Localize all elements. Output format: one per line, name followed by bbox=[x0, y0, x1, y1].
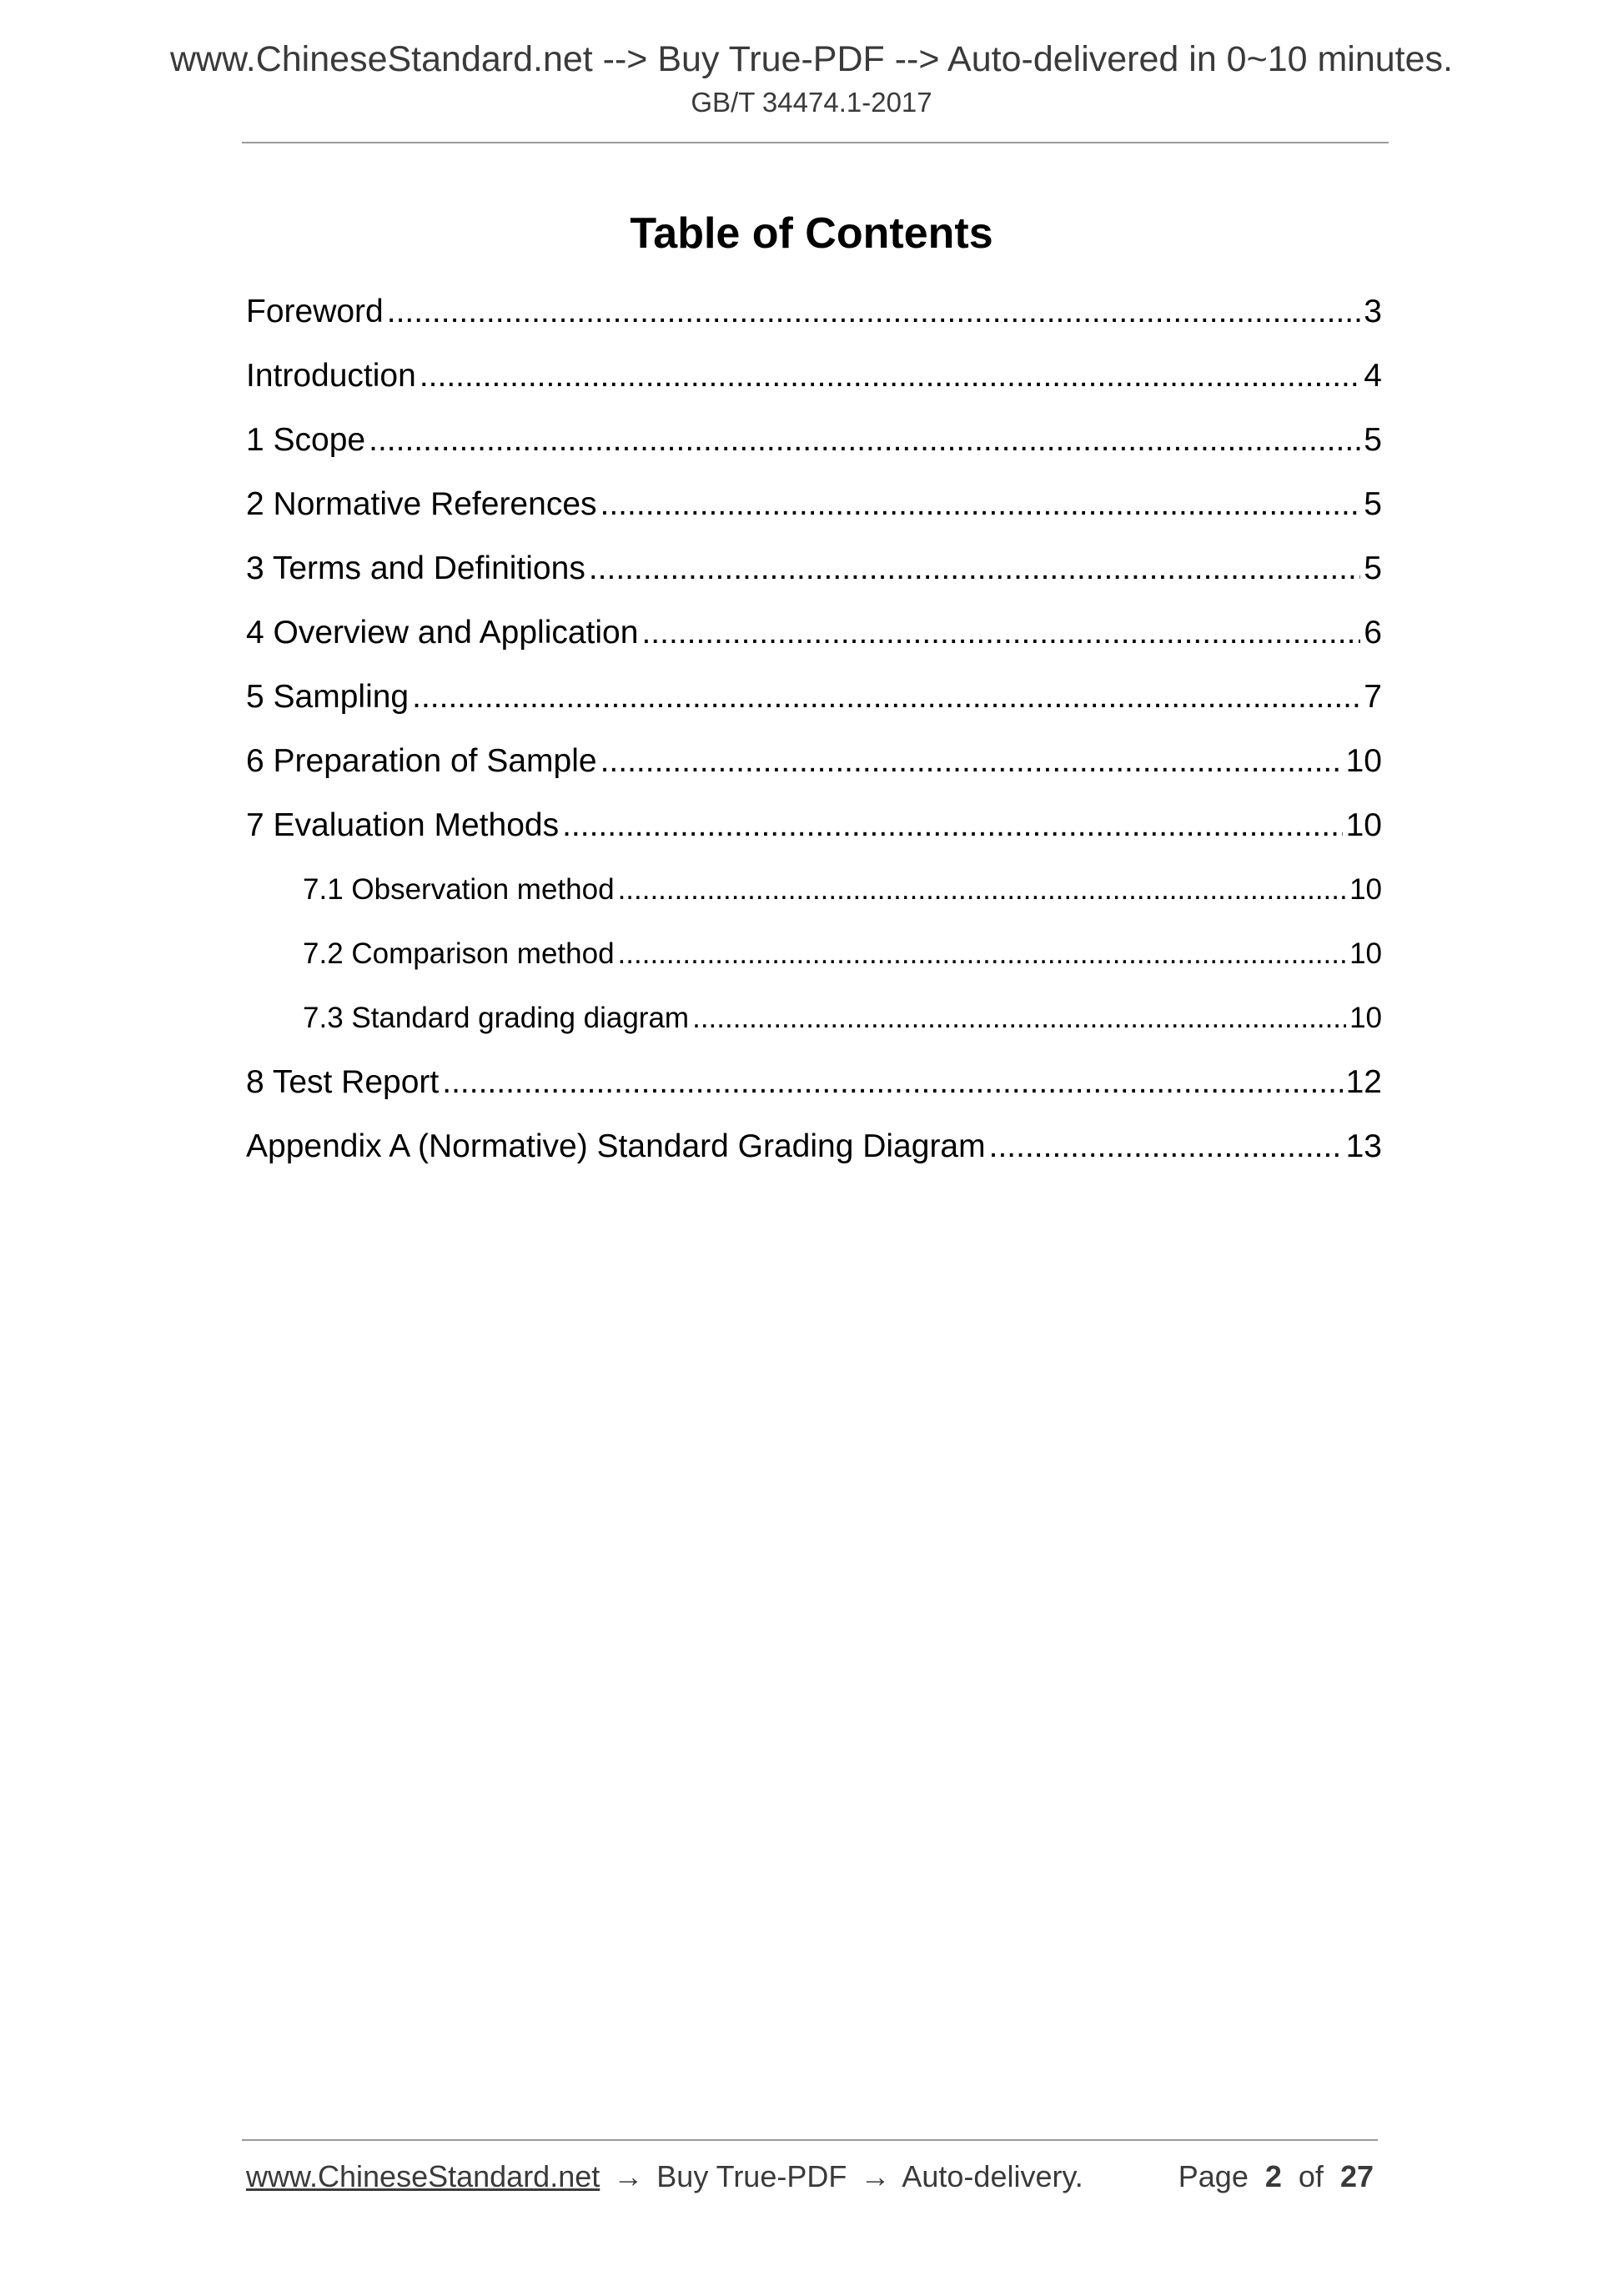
toc-entry-label: 1 Scope bbox=[246, 422, 366, 458]
toc-leader-dots bbox=[420, 354, 1360, 398]
toc-entry-comparison-method[interactable] bbox=[246, 932, 1382, 997]
toc-entry-page: 10 bbox=[1345, 743, 1382, 779]
page-current: 2 bbox=[1264, 2159, 1282, 2193]
toc-leader-dots bbox=[562, 804, 1343, 847]
toc-entry-label: 7 Evaluation Methods bbox=[246, 807, 560, 843]
toc-entry-page: 5 bbox=[1364, 550, 1382, 586]
arrow-right-icon: → bbox=[613, 2159, 644, 2193]
toc-entry-page: 5 bbox=[1364, 486, 1382, 522]
toc-entry-page: 3 bbox=[1364, 294, 1382, 329]
toc-entry-introduction[interactable] bbox=[246, 354, 1382, 419]
footer-buy-text: Buy True-PDF bbox=[656, 2159, 847, 2193]
toc-entry-test-report[interactable] bbox=[246, 1061, 1382, 1125]
toc-leader-dots bbox=[618, 932, 1347, 976]
toc-entry-label: 4 Overview and Application bbox=[246, 615, 639, 651]
page-word: Page bbox=[1178, 2159, 1249, 2193]
toc-entry-label: 8 Test Report bbox=[246, 1064, 440, 1100]
toc-entry-normative-references[interactable] bbox=[246, 483, 1382, 547]
toc-leader-dots bbox=[412, 676, 1360, 719]
arrow-right-icon: → bbox=[860, 2159, 891, 2193]
toc-entry-page: 12 bbox=[1345, 1064, 1382, 1100]
toc-leader-dots bbox=[600, 740, 1343, 783]
toc-entry-page: 10 bbox=[1349, 873, 1382, 906]
toc-entry-observation-method[interactable] bbox=[246, 868, 1382, 932]
page-footer bbox=[246, 2159, 1374, 2193]
toc-list bbox=[246, 290, 1382, 1189]
toc-entry-page: 10 bbox=[1349, 1002, 1382, 1034]
toc-entry-overview-and-application[interactable] bbox=[246, 611, 1382, 676]
toc-leader-dots bbox=[369, 419, 1360, 462]
toc-leader-dots bbox=[589, 547, 1360, 590]
toc-entry-label: Foreword bbox=[246, 294, 384, 329]
toc-entry-scope[interactable] bbox=[246, 419, 1382, 483]
header-divider bbox=[242, 142, 1389, 143]
header-banner: www.ChineseStandard.net --> Buy True-PDF --> Auto-delivered in 0~10 minutes. bbox=[169, 39, 1453, 79]
toc-entry-page: 5 bbox=[1364, 422, 1382, 458]
standard-code: GB/T 34474.1-2017 bbox=[691, 87, 932, 118]
toc-entry-label: 7.1 Observation method bbox=[303, 873, 615, 906]
toc-entry-page: 7 bbox=[1364, 679, 1382, 715]
toc-entry-foreword[interactable] bbox=[246, 290, 1382, 354]
toc-entry-standard-grading-diagram[interactable] bbox=[246, 997, 1382, 1061]
toc-entry-page: 10 bbox=[1345, 807, 1382, 843]
toc-entry-page: 13 bbox=[1345, 1128, 1382, 1164]
page-total: 27 bbox=[1339, 2159, 1374, 2193]
toc-entry-page: 6 bbox=[1364, 615, 1382, 651]
toc-entry-label: 7.2 Comparison method bbox=[303, 937, 615, 970]
toc-entry-page: 10 bbox=[1349, 937, 1382, 970]
toc-leader-dots bbox=[387, 290, 1361, 334]
toc-entry-appendix-a[interactable] bbox=[246, 1125, 1382, 1189]
toc-entry-terms-and-definitions[interactable] bbox=[246, 547, 1382, 611]
toc-entry-label: 6 Preparation of Sample bbox=[246, 743, 597, 779]
footer-website-link[interactable]: www.ChineseStandard.net bbox=[246, 2159, 600, 2193]
toc-entry-label: 3 Terms and Definitions bbox=[246, 550, 585, 586]
toc-leader-dots bbox=[618, 868, 1347, 912]
toc-leader-dots bbox=[641, 611, 1360, 655]
toc-title: Table of Contents bbox=[630, 209, 993, 258]
toc-entry-label: 2 Normative References bbox=[246, 486, 597, 522]
toc-entry-page: 4 bbox=[1364, 358, 1382, 394]
toc-entry-label: 7.3 Standard grading diagram bbox=[303, 1002, 690, 1034]
toc-entry-evaluation-methods[interactable] bbox=[246, 804, 1382, 868]
toc-entry-sampling[interactable] bbox=[246, 676, 1382, 740]
toc-entry-label: Introduction bbox=[246, 358, 416, 394]
toc-leader-dots bbox=[989, 1125, 1343, 1168]
footer-delivery-text: Auto-delivery. bbox=[902, 2159, 1083, 2193]
toc-entry-label: 5 Sampling bbox=[246, 679, 410, 715]
toc-entry-label: Appendix A (Normative) Standard Grading Diagram bbox=[246, 1128, 986, 1164]
toc-entry-preparation-of-sample[interactable] bbox=[246, 740, 1382, 804]
toc-leader-dots bbox=[442, 1061, 1342, 1104]
toc-leader-dots bbox=[600, 483, 1361, 526]
of-word: of bbox=[1298, 2159, 1324, 2193]
toc-leader-dots bbox=[692, 997, 1346, 1040]
footer-divider bbox=[242, 2139, 1378, 2141]
page-number bbox=[1178, 2159, 1374, 2193]
